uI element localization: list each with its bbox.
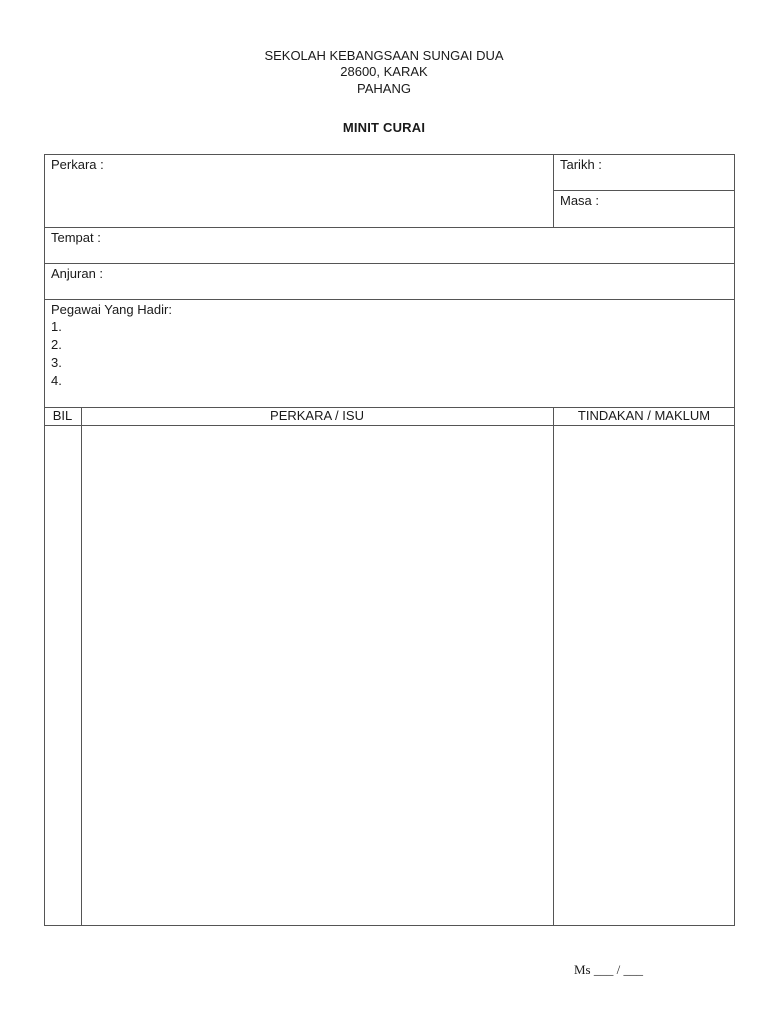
school-name: SEKOLAH KEBANGSAAN SUNGAI DUA: [264, 48, 504, 63]
table-header-divider: [44, 425, 735, 426]
pegawai-item-3[interactable]: 3.: [51, 355, 62, 370]
column-header-tindakan: TINDAKAN / MAKLUM: [577, 408, 711, 423]
perkara-field[interactable]: Perkara :: [51, 157, 104, 172]
tempat-field[interactable]: Tempat :: [51, 230, 101, 245]
pegawai-item-1[interactable]: 1.: [51, 319, 62, 334]
tarikh-masa-divider: [553, 190, 735, 191]
tarikh-field[interactable]: Tarikh :: [560, 157, 602, 172]
school-state: PAHANG: [357, 81, 411, 96]
pegawai-label: Pegawai Yang Hadir:: [51, 302, 172, 317]
perkara-isu-cell[interactable]: [82, 427, 552, 924]
pegawai-item-4[interactable]: 4.: [51, 373, 62, 388]
document-title: MINIT CURAI: [342, 120, 426, 135]
column-header-perkara: PERKARA / ISU: [270, 408, 364, 423]
pegawai-item-2[interactable]: 2.: [51, 337, 62, 352]
anjuran-row-divider: [44, 263, 735, 264]
masa-field[interactable]: Masa :: [560, 193, 600, 208]
school-address: 28600, KARAK: [340, 64, 428, 79]
meeting-info-form: [44, 154, 735, 426]
page-reference: Ms ___ / ___: [574, 962, 643, 977]
anjuran-field[interactable]: Anjuran :: [51, 266, 104, 281]
pegawai-row-divider: [44, 299, 735, 300]
tempat-row-divider: [44, 227, 735, 228]
bil-cell[interactable]: [45, 427, 80, 924]
tindakan-maklum-cell[interactable]: [554, 427, 734, 924]
column-header-bil: BIL: [52, 408, 73, 423]
